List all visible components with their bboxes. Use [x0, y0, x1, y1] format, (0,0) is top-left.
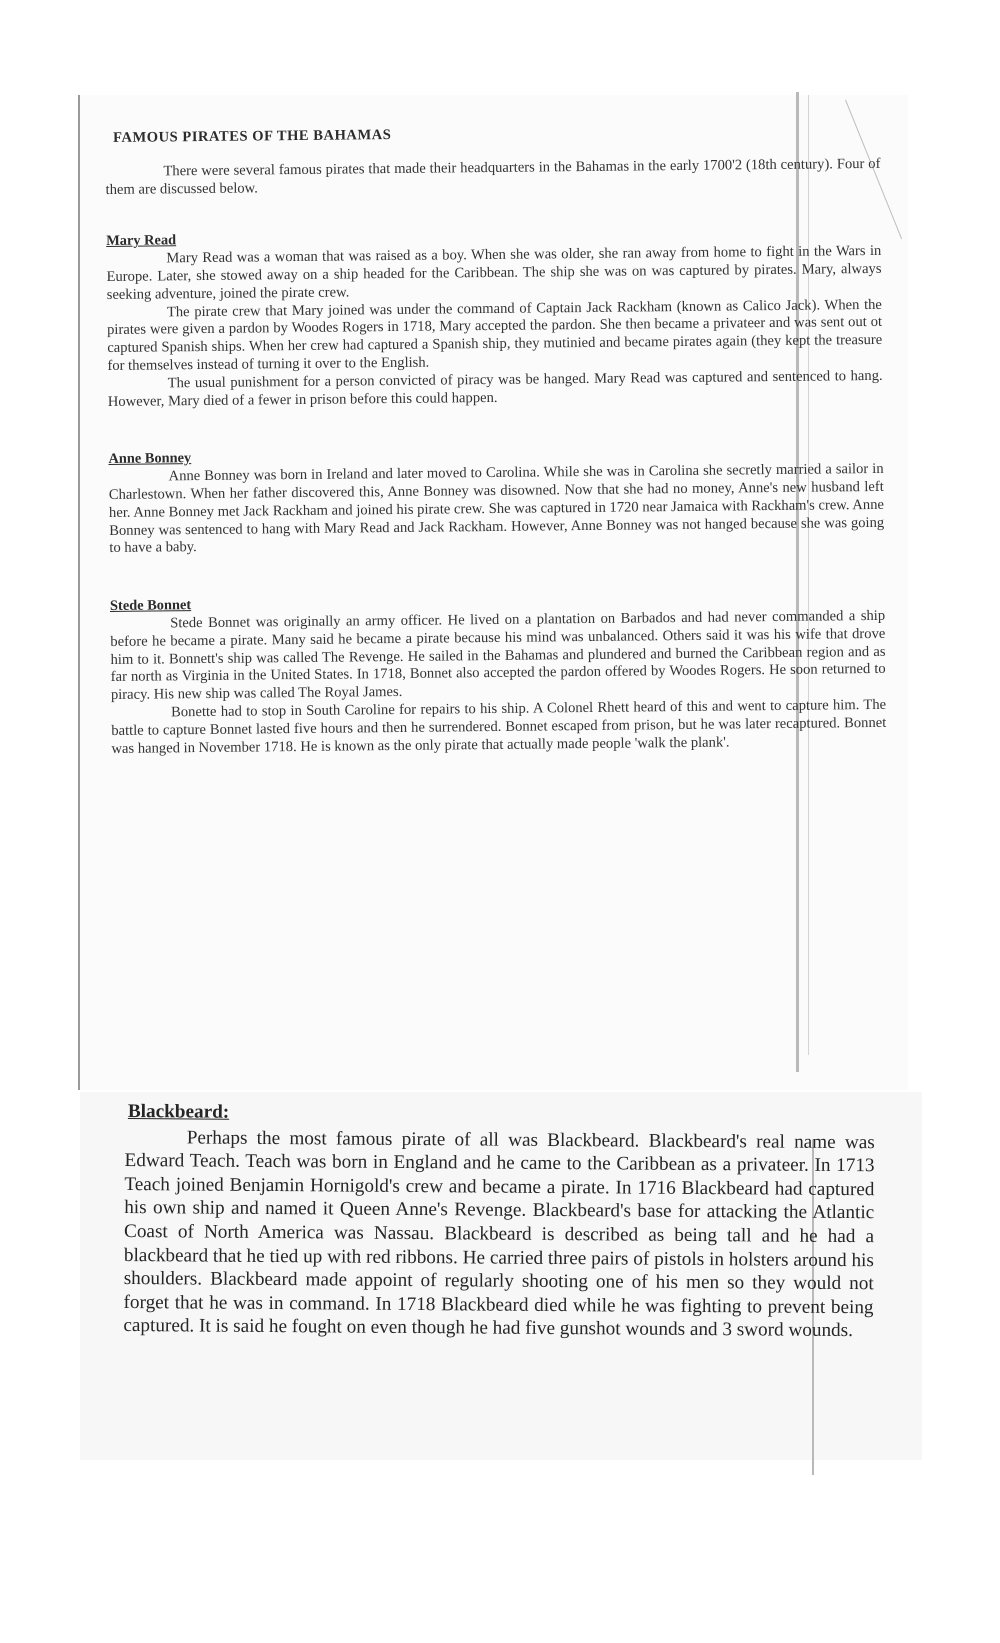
section-heading-anne-bonney: Anne Bonney — [108, 450, 192, 468]
paragraph: The usual punishment for a person convicted of piracy was be hanged. Mary Read was captured and sentenced to hang. However, Mary died of a fewer in prison before this could happen. — [107, 367, 883, 410]
section-heading-stede-bonnet: Stede Bonnet — [109, 597, 192, 615]
blackbeard-section — [123, 1100, 875, 1343]
page-title: FAMOUS PIRATES OF THE BAHAMAS — [112, 127, 392, 146]
section-heading-mary-read: Mary Read — [106, 232, 177, 250]
paragraph: Stede Bonnet was originally an army officer. He lived on a plantation on Barbados and had never commanded a ship before he became a pirate. Many said he became a pirate because his mind was unbalanced. Others said it was his wife that drove him to it. Bonnett's ship was called The Revenge. He sailed in the Bahamas and plundered and burned the Caribbean region and as far north as Virginia in the United States. In 1718, Bonnet also accepted the pardon offered by Woodes Rogers. He soon returned to piracy. His new ship was called The Royal James. — [110, 607, 886, 704]
section-heading-blackbeard: Blackbeard: — [127, 1101, 230, 1123]
document-body — [105, 122, 887, 758]
paragraph: The pirate crew that Mary joined was under the command of Captain Jack Rackham (known as Calico Jack). When the pirates were given a pardon by Woodes Rogers in 1718, Mary accepted the pardon. She then became a privateer and was sent out ot captured Spanish ships. When her crew had captured a Spanish ship, they mutinied and became pirates again (they kept the treasure for themselves instead of turning it over to the English. — [107, 296, 883, 374]
intro-paragraph: There were several famous pirates that made their headquarters in the Bahamas in the early 1700'2 (18th century). Four of them are discussed below. — [105, 155, 881, 198]
paragraph: Perhaps the most famous pirate of all was Blackbeard. Blackbeard's real name was Edward Teach. Teach was born in England and he came to the Caribbean as a privateer. In 1713 Teach joined Benjamin Hornigold's crew and became a pirate. In 1716 Blackbeard had captured his own ship and named it Queen Anne's Revenge. Blackbeard's base for attacking the Atlantic Coast of North America was Nassau. Blackbeard is described as being tall and he had a blackbeard that he tied up with red ribbons. He carried three pairs of pistols in holsters around his shoulders. Blackbeard made appoint of regularly shooting one of his men so they would not forget that he was in command. In 1718 Blackbeard died while he was fighting to prevent being captured. It is said he fought on even though he had five gunshot wounds and 3 sword wounds. — [123, 1127, 875, 1342]
paragraph: Mary Read was a woman that was raised as a boy. When she was older, she ran away from home to fight in the Wars in Europe. Later, she stowed away on a ship headed for the Caribbean. The ship she was on was captured by pirates. Mary, always seeking adventure, joined the pirate crew. — [106, 243, 882, 303]
paragraph: Bonette had to stop in South Caroline for repairs to his ship. A Colonel Rhett heard of this and went to capture him. The battle to capture Bonnet lasted five hours and then he surrendered. Bonnet escaped from prison, but he was later recaptured. Bonnet was hanged in November 1718. He is known as the only pirate that actually made people 'walk the plank'. — [111, 696, 887, 757]
paragraph: Anne Bonney was born in Ireland and later moved to Carolina. While she was in Carolina she secretly married a sailor in Charlestown. When her father discovered this, Anne Bonney was disowned. Now that she had no money, Anne's new husband left her. Anne Bonney met Jack Rackham and joined his pirate crew. She was captured in 1720 near Jamaica with Rackham's crew. Anne Bonney was sentenced to hang with Mary Read and Jack Rackham. However, Anne Bonney was not hanged because she was going to have a baby. — [108, 461, 885, 557]
